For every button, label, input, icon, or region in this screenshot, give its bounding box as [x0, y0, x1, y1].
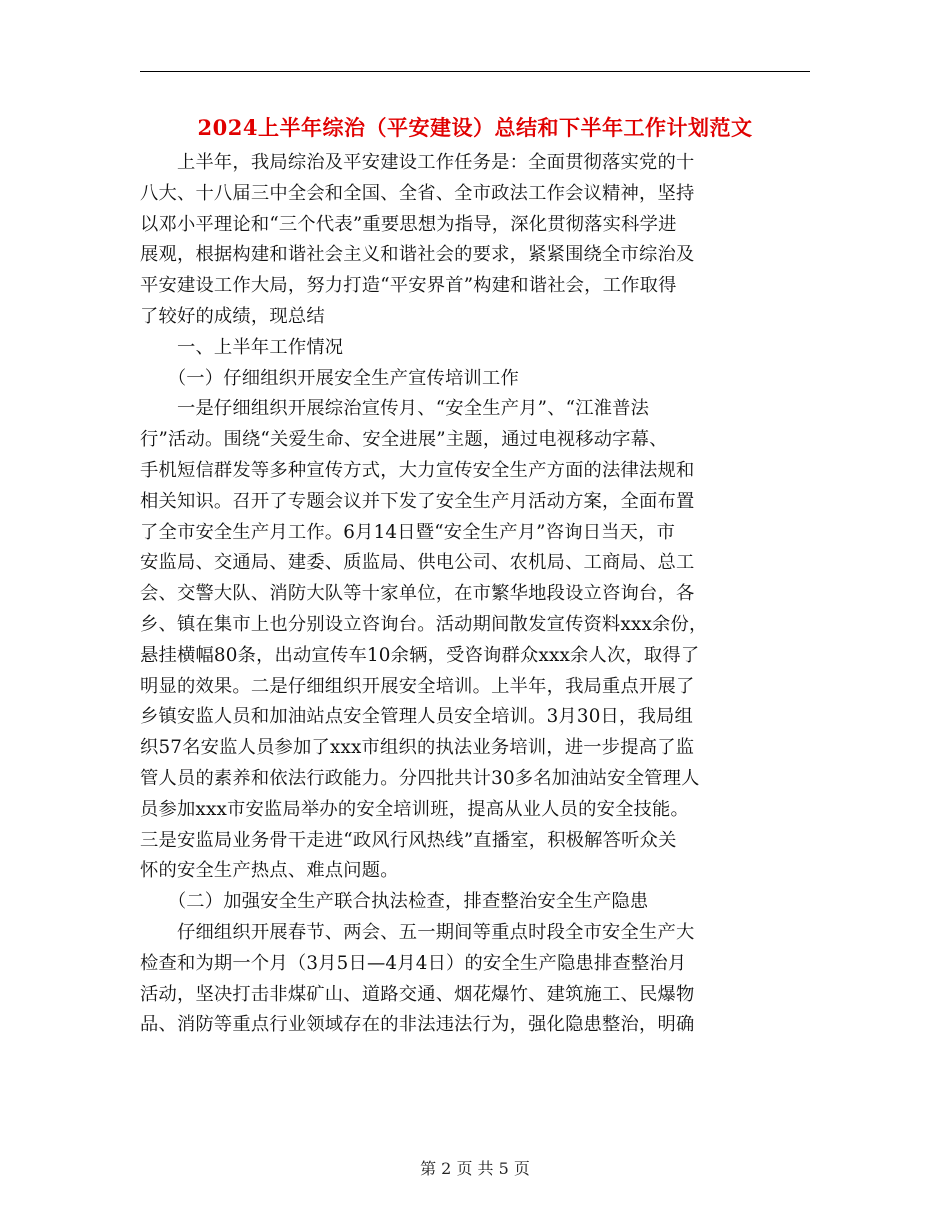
body-line: 相关知识。召开了专题会议并下发了安全生产月活动方案，全面布置: [140, 490, 695, 512]
body-line: 平安建设工作大局，努力打造“平安界首”构建和谐社会，工作取得: [140, 275, 677, 297]
body-line: 员参加xxx市安监局举办的安全培训班，提高从业人员的安全技能。: [140, 798, 690, 820]
body-line: 八大、十八届三中全会和全国、全省、全市政法工作会议精神，坚持: [140, 182, 695, 204]
body-line: 行”活动。围绕“关爱生命、安全进展”主题，通过电视移动字幕、: [140, 429, 668, 451]
document-body: [140, 148, 810, 1041]
page-number-footer: 第 2 页 共 5 页: [420, 1159, 530, 1178]
body-line: （二）加强安全生产联合执法检查，排查整治安全生产隐患: [140, 891, 649, 913]
body-line: 一、上半年工作情况: [140, 336, 344, 358]
body-line: 活动，坚决打击非煤矿山、道路交通、烟花爆竹、建筑施工、民爆物: [140, 983, 695, 1005]
body-line: 明显的效果。二是仔细组织开展安全培训。上半年，我局重点开展了: [140, 675, 695, 697]
body-line: 乡、镇在集市上也分别设立咨询台。活动期间散发宣传资料xxx余份，: [140, 613, 708, 635]
body-line: 了全市安全生产月工作。6月14日暨“安全生产月”咨询日当天，市: [140, 521, 676, 543]
body-line: 手机短信群发等多种宣传方式，大力宣传安全生产方面的法律法规和: [140, 459, 695, 481]
body-line: 以邓小平理论和“三个代表”重要思想为指导，深化贯彻落实科学进: [140, 213, 677, 235]
body-line: 品、消防等重点行业领域存在的非法违法行为，强化隐患整治，明确: [140, 1014, 695, 1036]
body-line: 展观，根据构建和谐社会主义和谐社会的要求，紧紧围绕全市综治及: [140, 244, 695, 266]
body-line: 会、交警大队、消防大队等十家单位，在市繁华地段设立咨询台，各: [140, 583, 695, 605]
document-title: 2024上半年综治（平安建设）总结和下半年工作计划范文: [197, 115, 753, 140]
body-line: 乡镇安监人员和加油站点安全管理人员安全培训。3月30日，我局组: [140, 706, 693, 728]
body-line: 了较好的成绩，现总结: [140, 305, 325, 327]
body-line: 悬挂横幅80条，出动宣传车10余辆，受咨询群众xxx余人次，取得了: [140, 644, 700, 666]
body-line: （一）仔细组织开展安全生产宣传培训工作: [140, 367, 519, 389]
body-line: 一是仔细组织开展综治宣传月、“安全生产月”、“江淮普法: [140, 398, 650, 420]
header-rule: [140, 71, 810, 72]
body-line: 安监局、交通局、建委、质监局、供电公司、农机局、工商局、总工: [140, 552, 695, 574]
body-line: 仔细组织开展春节、两会、五一期间等重点时段全市安全生产大: [140, 921, 695, 943]
body-line: 管人员的素养和依法行政能力。分四批共计30多名加油站安全管理人: [140, 767, 700, 789]
body-line: 怀的安全生产热点、难点问题。: [140, 860, 399, 882]
body-line: 上半年，我局综治及平安建设工作任务是：全面贯彻落实党的十: [140, 152, 695, 173]
body-line: 织57名安监人员参加了xxx市组织的执法业务培训，进一步提高了监: [140, 737, 695, 759]
body-line: 三是安监局业务骨干走进“政风行风热线”直播室，积极解答听众关: [140, 829, 677, 851]
body-line: 检查和为期一个月（3月5日—4月4日）的安全生产隐患排查整治月: [140, 952, 687, 974]
